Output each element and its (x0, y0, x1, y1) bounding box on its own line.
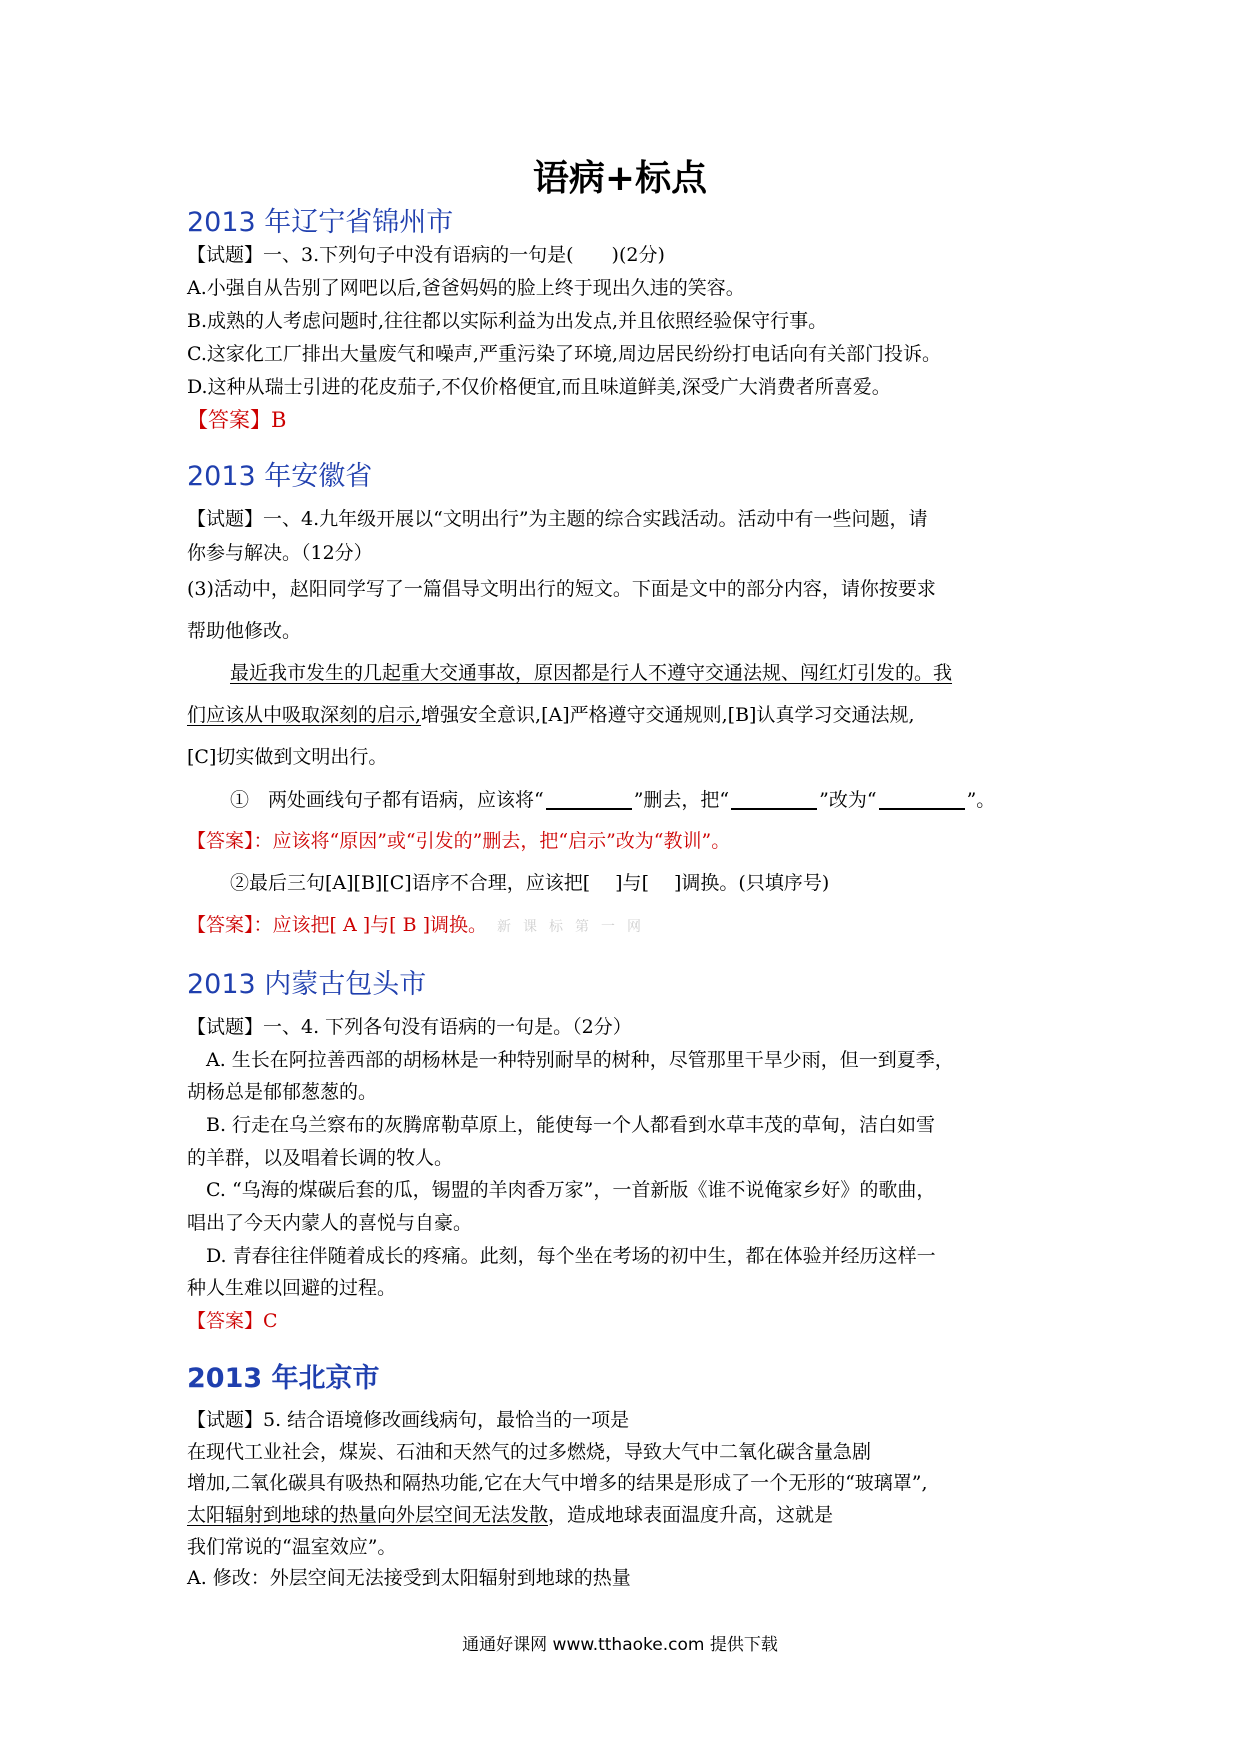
question-line: (3)活动中，赵阳同学写了一篇倡导文明出行的短文。下面是文中的部分内容，请你按要求 (187, 578, 936, 600)
option-line: 胡杨总是郁郁葱葱的。 (187, 1081, 378, 1103)
answer-blank (731, 790, 817, 810)
underlined-text: 太阳辐射到地球的热量向外层空间无法发散 (187, 1504, 549, 1526)
watermark: 新课标第一网 (497, 919, 653, 935)
page-title: 语病+标点 (532, 158, 708, 199)
passage-line: 我们常说的“温室效应”。 (187, 1536, 397, 1558)
section-heading-beijing: 2013 年北京市 (187, 1363, 380, 1394)
option-line: 的羊群，以及唱着长调的牧人。 (187, 1147, 454, 1169)
option-line: A.小强自从告别了网吧以后,爸爸妈妈的脸上终于现出久违的笑容。 (187, 277, 745, 299)
question-line: 【试题】一、3.下列句子中没有语病的一句是( )(2分) (187, 244, 665, 266)
answer-blank (879, 790, 965, 810)
sub-question-1 (230, 790, 995, 810)
option-line: B. 行走在乌兰察布的灰腾席勒草原上，能使每一个人都看到水草丰茂的草甸，洁白如雪 (206, 1114, 936, 1136)
underlined-text: 们应该从中吸取深刻的启示, (187, 704, 422, 726)
answer-blank (546, 790, 632, 810)
question-text: ”删去，把“ (633, 789, 730, 811)
section-heading-anhui: 2013 年安徽省 (187, 461, 373, 492)
question-line: 你参与解决。（12分） (187, 542, 373, 564)
question-text: ”改为“ (819, 789, 877, 811)
question-line: 帮助他修改。 (187, 620, 302, 642)
question-line: 【试题】一、4.九年级开展以“文明出行”为主题的综合实践活动。活动中有一些问题，请 (187, 508, 928, 530)
passage-line: 增加,二氧化碳具有吸热和隔热功能,它在大气中增多的结果是形成了一个无形的“玻璃罩”, (187, 1472, 928, 1494)
answer-line: 【答案】C (187, 1310, 278, 1332)
question-line: 【试题】一、4. 下列各句没有语病的一句是。（2分） (187, 1016, 632, 1038)
question-text: ① 两处画线句子都有语病，应该将“ (230, 789, 544, 811)
option-line: C.这家化工厂排出大量废气和噪声,严重污染了环境,周边居民纷纷打电话向有关部门投诉。 (187, 343, 941, 365)
option-line: D.这种从瑞士引进的花皮茄子,不仅价格便宜,而且味道鲜美,深受广大消费者所喜爱。 (187, 376, 891, 398)
question-text: ”。 (966, 789, 996, 811)
answer-line (187, 916, 653, 935)
paragraph-line (187, 706, 915, 725)
option-line: A. 修改：外层空间无法接受到太阳辐射到地球的热量 (187, 1567, 631, 1589)
answer-text: 【答案】：应该把[ A ]与[ B ]调换。 (187, 914, 487, 936)
answer-line: 【答案】B (187, 408, 287, 432)
paragraph-line: [C]切实做到文明出行。 (187, 746, 388, 768)
underlined-sentence (230, 664, 952, 683)
option-line: C. “乌海的煤碳后套的瓜，锡盟的羊肉香万家”，一首新版《谁不说俺家乡好》的歌曲， (206, 1179, 936, 1201)
passage-line (187, 1506, 833, 1525)
passage-line: 在现代工业社会，煤炭、石油和天然气的过多燃烧，导致大气中二氧化碳含量急剧 (187, 1441, 872, 1463)
page-footer: 通通好课网 www.tthaoke.com 提供下载 (462, 1635, 778, 1655)
passage-text: ，造成地球表面温度升高，这就是 (548, 1504, 834, 1526)
option-line: 种人生难以回避的过程。 (187, 1277, 397, 1299)
paragraph-text: 增强安全意识,[A]严格遵守交通规则,[B]认真学习交通法规, (421, 704, 915, 726)
section-heading-baotou: 2013 内蒙古包头市 (187, 969, 427, 1000)
sub-question-2: ②最后三句[A][B][C]语序不合理，应该把[ ]与[ ]调换。(只填序号) (230, 872, 830, 894)
question-line: 【试题】5. 结合语境修改画线病句，最恰当的一项是 (187, 1409, 630, 1431)
section-heading-jinzhou: 2013 年辽宁省锦州市 (187, 207, 454, 238)
option-line: A. 生长在阿拉善西部的胡杨林是一种特别耐旱的树种，尽管那里干旱少雨，但一到夏季， (206, 1049, 954, 1071)
option-line: D. 青春往往伴随着成长的疼痛。此刻，每个坐在考场的初中生，都在体验并经历这样一 (206, 1245, 936, 1267)
underlined-text: 最近我市发生的几起重大交通事故，原因都是行人不遵守交通法规、闯红灯引发的。我 (230, 662, 953, 684)
option-line: B.成熟的人考虑问题时,往往都以实际利益为出发点,并且依照经验保守行事。 (187, 310, 828, 332)
option-line: 唱出了今天内蒙人的喜悦与自豪。 (187, 1212, 473, 1234)
answer-line: 【答案】：应该将“原因”或“引发的”删去，把“启示”改为“教训”。 (187, 830, 731, 852)
